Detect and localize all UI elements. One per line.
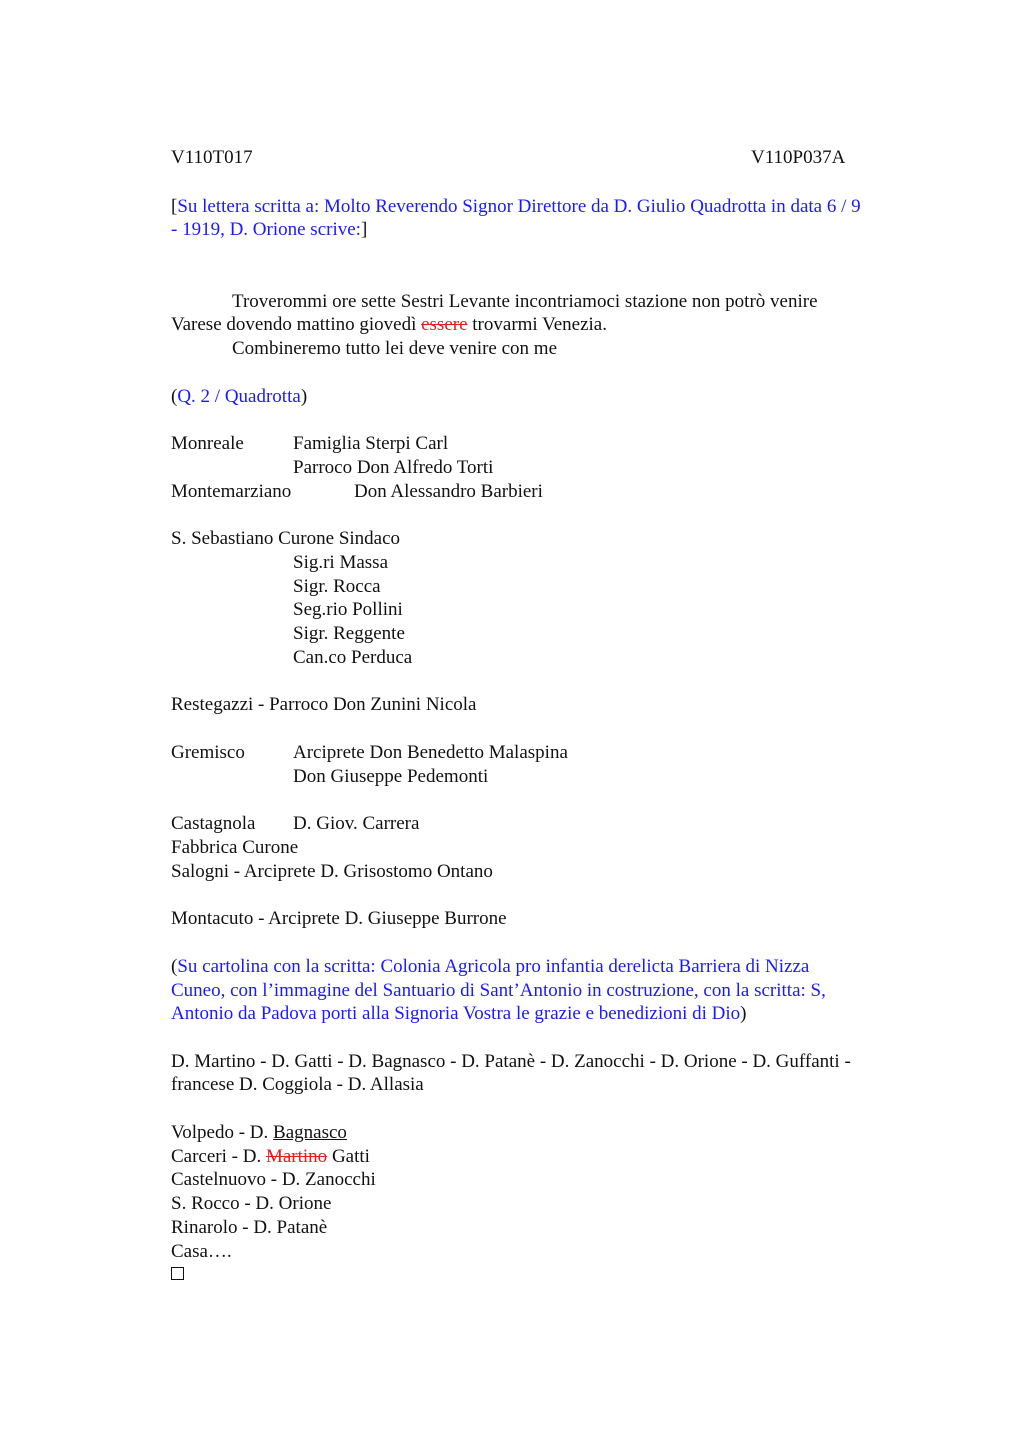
intro-note-line-2: - 1919, D. Orione scrive:] xyxy=(171,219,368,240)
doc-code-right: V110P037A xyxy=(751,147,846,168)
priests-line-1: D. Martino - D. Gatti - D. Bagnasco - D. Patanè - D. Zanocchi - D. Orione - D. Guffanti - xyxy=(171,1051,851,1072)
place-montacuto: Montacuto - Arciprete D. Giuseppe Burrone xyxy=(171,908,507,929)
sebastiano-name: Sigr. Reggente xyxy=(293,623,405,644)
struck-word: Martino xyxy=(265,1146,328,1167)
gremisco-name-1: Arciprete Don Benedetto Malaspina xyxy=(293,742,568,763)
struck-word: essere xyxy=(421,314,468,335)
empty-box-icon xyxy=(171,1267,184,1280)
telegram-line-1: Troverommi ore sette Sestri Levante incontriamoci stazione non potrò venire xyxy=(232,291,818,312)
place-montemarziano: Montemarziano xyxy=(171,481,292,502)
place-monreale: Monreale xyxy=(171,433,244,454)
monreale-name-1: Famiglia Sterpi Carl xyxy=(293,433,449,454)
sebastiano-name: Sig.ri Massa xyxy=(293,552,388,573)
place-restegazzi: Restegazzi - Parroco Don Zunini Nicola xyxy=(171,694,477,715)
sebastiano-name: Can.co Perduca xyxy=(293,647,413,668)
place-salogni: Salogni - Arciprete D. Grisostomo Ontano xyxy=(171,861,493,882)
monreale-name-2: Parroco Don Alfredo Torti xyxy=(293,457,494,478)
postcard-note-line-3: Antonio da Padova porti alla Signoria Vostra le grazie e benedizioni di Dio) xyxy=(171,1003,747,1024)
assignment-rinarolo: Rinarolo - D. Patanè xyxy=(171,1217,328,1238)
assignment-srocco: S. Rocco - D. Orione xyxy=(171,1193,332,1214)
doc-code-left: V110T017 xyxy=(171,147,253,168)
assignment-carceri: Carceri - D. Martino Gatti xyxy=(171,1146,370,1167)
telegram-line-3: Combineremo tutto lei deve venire con me xyxy=(232,338,558,359)
gremisco-name-2: Don Giuseppe Pedemonti xyxy=(293,766,489,787)
priests-line-2: francese D. Coggiola - D. Allasia xyxy=(171,1074,424,1095)
assignment-volpedo: Volpedo - D. Bagnasco xyxy=(171,1122,347,1143)
sebastiano-name: Sigr. Rocca xyxy=(293,576,381,597)
telegram-line-2: Varese dovendo mattino giovedì essere trovarmi Venezia. xyxy=(171,314,607,335)
reference-note: (Q. 2 / Quadrotta) xyxy=(171,386,308,407)
place-sebastiano: S. Sebastiano Curone Sindaco xyxy=(171,528,401,549)
postcard-note-line-1: (Su cartolina con la scritta: Colonia Agricola pro infantia derelicta Barriera di Nizza xyxy=(171,956,810,977)
place-fabbrica: Fabbrica Curone xyxy=(171,837,299,858)
castagnola-name: D. Giov. Carrera xyxy=(293,813,420,834)
montemarziano-name: Don Alessandro Barbieri xyxy=(354,481,543,502)
sebastiano-name: Seg.rio Pollini xyxy=(293,599,403,620)
assignment-casa: Casa…. xyxy=(171,1241,232,1262)
intro-note-line-1: [Su lettera scritta a: Molto Reverendo Signor Direttore da D. Giulio Quadrotta in data 6 / 9 xyxy=(171,196,861,217)
place-gremisco: Gremisco xyxy=(171,742,245,763)
box-symbol xyxy=(171,1263,184,1287)
place-castagnola: Castagnola xyxy=(171,813,256,834)
postcard-note-line-2: Cuneo, con l’immagine del Santuario di Sant’Antonio in costruzione, con la scritta: S, xyxy=(171,980,826,1001)
assignment-castelnuovo: Castelnuovo - D. Zanocchi xyxy=(171,1169,376,1190)
